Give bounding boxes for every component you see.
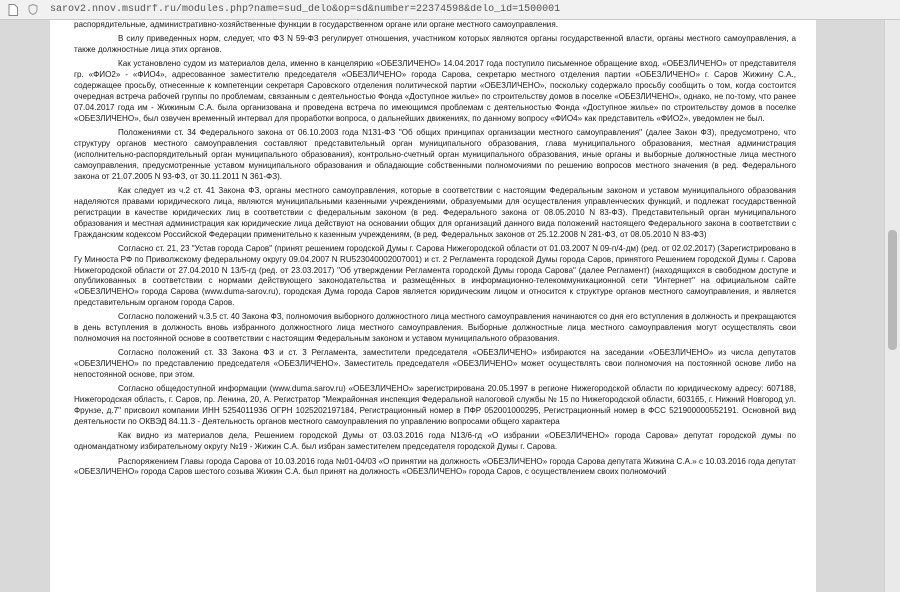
- shield-icon[interactable]: [26, 3, 40, 17]
- document-body: [50, 20, 816, 478]
- scrollbar-thumb[interactable]: [888, 230, 897, 350]
- document-paragraph: распорядительные, административно-хозяйственные функции в государственном органе или органе местного самоуправления.: [74, 20, 558, 29]
- document-paragraph: Как следует из ч.2 ст. 41 Закона ФЗ, органы местного самоуправления, которые в соответствии с настоящим Федеральным законом и уставом муниципального образования наделяются правами юридического лица, являются муниципальными казенными учреждениями, образуемыми для осуществления управленческих функций, и подлежат государственной регистрации в качестве юридических лиц в соответствии с федеральным законом (в ред. Федерального закона от 08.05.2010 N 83-ФЗ). Представительный орган муниципального образования и местная администрация как юридические лица действуют на основании общих для организаций данного вида положений настоящего Федерального закона в соответствии с Гражданским кодексом Российской Федерации применительно к казенным учреждениям, (в ред. Федеральных законов от 25.12.2008 N 281-ФЗ, от 08.05.2010 N 83-ФЗ): [74, 185, 796, 239]
- document-paragraph: Положениями ст. 34 Федерального закона от 06.10.2003 года N131-ФЗ "Об общих принципах организации местного самоуправления" (далее Закон ФЗ), предусмотрено, что структуру органов местного самоуправления составляют представительный орган муниципального образования, глава муниципального образования, местная администрация (исполнительно-распорядительный орган муниципального образования), контрольно-счетный орган муниципального образования, иные органы и выборные должностные лица местного самоуправления, предусмотренные уставом муниципального образования и обладающие собственными полномочиями по решению вопросов местного значения (в ред. Федерального закона от 21.07.2005 N 93-ФЗ, от 30.11.2011 N 361-ФЗ).: [74, 128, 796, 181]
- url-field[interactable]: sarov2.nnov.msudrf.ru/modules.php?name=sud_delo&op=sd&number=22374598&delo_id=1500001: [50, 4, 561, 15]
- document-paragraph: В силу приведенных норм, следует, что ФЗ N 59-ФЗ регулирует отношения, участником которых являются органы государственной власти, органы местного самоуправления, а также должностные лица этих органов.: [74, 34, 796, 55]
- document-paragraph: Распоряжением Главы города Сарова от 10.03.2016 года №01-04/03 «О принятии на должность «ОБЕЗЛИЧЕНО» города Сарова депутата Жижина С.А.» с 10.03.2016 года депутат «ОБЕЗЛИЧЕНО» города Саров шестого созыва Жижин С.А. был принят на должность «ОБЕЗЛИЧЕНО» города Саров, с осуществлением своих полномочий: [74, 456, 796, 477]
- browser-address-bar: [0, 0, 900, 20]
- scrollbar[interactable]: [884, 20, 900, 592]
- document-icon: [6, 3, 20, 17]
- document-paragraph: Согласно положений ч.3.5 ст. 40 Закона ФЗ, полномочия выборного должностного лица местного самоуправления начинаются со дня его вступления в должность и прекращаются в день вступления в должность вновь избранного должностного лица местного самоуправления. Выборные должностные лица местного самоуправления могут осуществлять свои полномочия на постоянной основе в соответствии с настоящим Федеральным законом и уставом муниципального образования.: [74, 312, 796, 344]
- document-paragraph: Согласно положений ст. 33 Закона ФЗ и ст. 3 Регламента, заместители председателя «ОБЕЗЛИЧЕНО» избираются на заседании «ОБЕЗЛИЧЕНО» из числа депутатов «ОБЕЗЛИЧЕНО» по представлению председателя «ОБЕЗЛИЧЕНО». Заместитель председателя «ОБЕЗЛИЧЕНО» может осуществлять свои полномочия на постоянной основе либо на непостоянной основе, при этом.: [74, 348, 796, 380]
- document-paragraph: Согласно общедоступной информации (www.duma.sarov.ru) «ОБЕЗЛИЧЕНО» зарегистрирована 20.05.1997 в регионе Нижегородской области по юридическому адресу: 607188, Нижегородская область, г. Саров, пр. Ленина, 20, А. Регистратор "Межрайонная инспекция Федеральной налоговой службы № 15 по Нижегородской области, 603165, г. Нижний Новгород ул. Фрунзе, д.7" присвоил компании ИНН 5254011936 ОГРН 1025202197184, Регистрационный номер в ПФР 052001000295, Регистрационный номер в ФСС 521900000552191. Основной вид деятельности по ОКВЭД 84.11.3 - Деятельность органов местного самоуправления по управлению вопросами общего характера: [74, 384, 796, 427]
- document-paragraph: Как видно из материалов дела, Решением городской Думы от 03.03.2016 года N13/6-гд «О избрании «ОБЕЗЛИЧЕНО» города Сарова» депутат городской думы по одномандатному избирательному округу №19 - Жижин С.А. был избран заместителем председателя городской Думы г. Сарова.: [74, 431, 796, 452]
- document-page: [50, 20, 816, 592]
- document-paragraph: Согласно ст. 21, 23 "Устав города Саров" (принят решением городской Думы г. Сарова Нижегородской области от 01.03.2007 N 09-п/4-дм) (ред. от 02.02.2017) (Зарегистрировано в Гу Минюста РФ по Приволжскому федеральному округу 09.04.2007 N RU523040002007001) и ст. 2 Регламента городской Думы города Саров, принятого Решением городской Думы г. Сарова Нижегородской области от 27.04.2010 N 13/5-гд (ред. от 23.03.2017) "Об утверждении Регламента городской Думы города Сарова" (далее Регламент) (находящихся в свободном доступе и опубликованных в соответствии с нормами действующего законодательства и размещённых в информационно-телекоммуникационной сети "Интернет" на официальном сайте «ОБЕЗЛИЧЕНО» города Сарова (www.duma-sarov.ru), городская Дума города Саров является юридическим лицом и относится к структуре органов местного самоуправления, и является представительным органом города Саров.: [74, 243, 796, 308]
- document-paragraph: Как установлено судом из материалов дела, именно в канцелярию «ОБЕЗЛИЧЕНО» 14.04.2017 года поступило письменное обращение вход. «ОБЕЗЛИЧЕНО» от представителя гр. «ФИО2» - «ФИО4», адресованное заместителю председателя «ОБЕЗЛИЧЕНО» города Сарова, секретарю местного отделения партии «ОБЕЗЛИЧЕНО» г. Саров Жижину С.А., содержащее просьбу, отнесенные к компетенции секретаря Саровского отделения политической партии «ОБЕЗЛИЧЕНО», поскольку содержало просьбу сообщить о том, когда состоится очередная встреча рабочей группы по проблемам, связанным с деятельностью Фонда «Доступное жилье» по строительству домов в поселке «ОБЕЗЛИЧЕНО», однако, не по-тому, что ранее 07.04.2017 года им - Жижиным С.А. была организована и проведена встреча по имеющимся проблемам с деятельностью Фонда «Доступное жилье» по строительству домов в поселке «ОБЕЗЛИЧЕНО», был озвучен временный интервал для проработки вопроса, о дальнейших движениях, по данному вопросу «ФИО4» как представитель «ФИО2», уведомлен не был.: [74, 59, 796, 123]
